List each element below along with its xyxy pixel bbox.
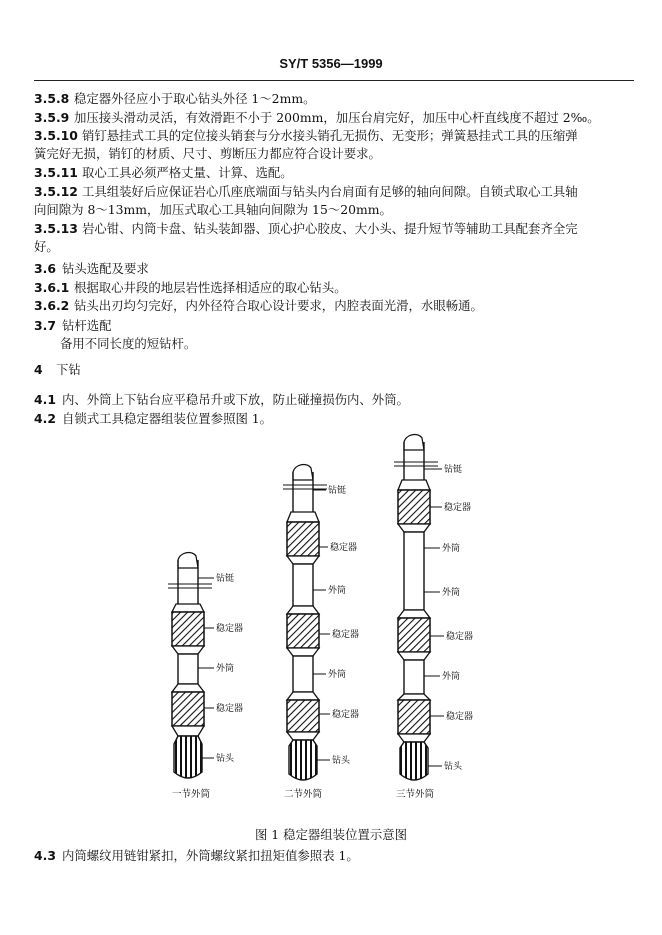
clause-text: 工具组装好后应保证岩心爪座底端面与钻头内台肩面有足够的轴向间隙。自锁式取心工具轴 (82, 184, 578, 199)
label-collar: 钻铤 (444, 465, 463, 475)
label-outer-barrel: 外筒 (442, 672, 461, 682)
stabilizer-lower (172, 692, 204, 726)
taper (398, 480, 430, 490)
clause-text: 销钉悬挂式工具的定位接头销套与分水接头销孔无损伤、无变形；弹簧悬挂式工具的压缩弹 (82, 128, 578, 143)
label-collar: 钻铤 (216, 574, 235, 584)
clause-number: 4.3 (34, 848, 56, 863)
clause-number: 4.2 (34, 411, 56, 426)
label-bit: 钻头 (216, 754, 235, 764)
assembly-two-outer-barrels (283, 465, 359, 800)
section-title: 钻杆选配 (62, 318, 112, 333)
taper (398, 734, 430, 742)
label-stabilizer: 稳定器 (446, 712, 474, 722)
clause-text: 加压接头滑动灵活，有效滑距不小于 200mm，加压台肩完好，加压中心杆直线度不超过 2‰。 (74, 110, 600, 125)
clause-number: 3.6.1 (34, 280, 70, 295)
outer-barrel-1 (293, 564, 313, 606)
taper (398, 610, 430, 618)
figure-caption: 图 1 稳定器组装位置示意图 (254, 827, 408, 842)
outer-barrel-1 (404, 532, 424, 610)
section-title: 钻头选配及要求 (62, 261, 149, 276)
clause-text: 取心工具必须严格丈量、计算、选配。 (82, 165, 293, 180)
clause-text: 稳定器外径应小于取心钻头外径 1～2mm。 (74, 91, 316, 106)
label-stabilizer: 稳定器 (444, 503, 472, 513)
clause-4-3 (34, 848, 359, 863)
assembly-one-outer-barrel (168, 553, 243, 800)
drill-bit (400, 742, 428, 780)
assembly-three-outer-barrels (394, 435, 473, 800)
label-outer-barrel: 外筒 (328, 670, 347, 680)
label-outer-barrel: 外筒 (328, 586, 347, 596)
clause-text: 根据取心井段的地层岩性选择相适应的取心钻头。 (74, 280, 347, 295)
taper (287, 606, 319, 614)
outer-barrel-2 (404, 660, 424, 694)
outer-barrel-2 (293, 656, 313, 692)
clause-number: 3.6.2 (34, 298, 70, 313)
taper (287, 556, 319, 564)
clause-3-5-13-continued: 好。 (34, 239, 59, 254)
label-stabilizer: 稳定器 (216, 624, 244, 634)
clause-text: 内、外筒上下钻台应平稳吊升或下放，防止碰撞损伤内、外筒。 (62, 392, 409, 407)
drill-bit (289, 740, 317, 780)
clause-text: 自锁式工具稳定器组装位置参照图 1。 (62, 411, 273, 426)
taper (172, 604, 204, 612)
taper (398, 524, 430, 532)
taper (398, 652, 430, 660)
taper (287, 692, 319, 700)
section-3-7-body: 备用不同长度的短钻杆。 (60, 336, 197, 351)
clause-number: 3.5.8 (34, 91, 70, 106)
section-number: 3.7 (34, 318, 56, 333)
stabilizer-2 (287, 614, 319, 648)
label-collar: 钻铤 (328, 486, 347, 496)
label-stabilizer: 稳定器 (330, 543, 358, 553)
stabilizer-3 (287, 700, 319, 732)
clause-text: 内筒螺纹用链钳紧扣，外筒螺纹紧扣扭矩值参照表 1。 (62, 848, 359, 863)
taper (287, 732, 319, 740)
label-outer-barrel: 外筒 (216, 664, 235, 674)
chapter-title: 下钻 (56, 362, 81, 377)
collar-top-cap (404, 435, 424, 450)
stabilizer-1 (287, 522, 319, 556)
subcaption-one: 一节外筒 (172, 789, 211, 800)
subcaption-two: 二节外筒 (284, 789, 323, 800)
collar-top-cap (178, 553, 198, 568)
clause-number: 3.5.9 (34, 110, 70, 125)
drill-bit (174, 736, 202, 778)
clause-number: 3.5.10 (34, 128, 78, 143)
clause-text: 钻头出刃均匀完好，内外径符合取心设计要求，内腔表面光滑，水眼畅通。 (74, 298, 483, 313)
page-header: SY/T 5356—1999 (279, 56, 383, 71)
clause-number: 3.5.13 (34, 221, 78, 236)
subcaption-three: 三节外筒 (396, 789, 435, 800)
stabilizer-2 (398, 618, 430, 652)
label-bit: 钻头 (444, 762, 463, 772)
taper (287, 648, 319, 656)
taper (172, 726, 204, 736)
label-outer-barrel: 外筒 (442, 544, 461, 554)
taper (172, 684, 204, 692)
label-stabilizer: 稳定器 (332, 630, 360, 640)
label-bit: 钻头 (332, 756, 351, 766)
label-stabilizer: 稳定器 (446, 632, 474, 642)
label-outer-barrel: 外筒 (442, 588, 461, 598)
stabilizer-3 (398, 700, 430, 734)
outer-barrel-body (178, 654, 198, 684)
clause-number: 3.5.12 (34, 184, 78, 199)
clause-3-5-10-continued: 簧完好无损，销钉的材质、尺寸、剪断压力都应符合设计要求。 (34, 146, 381, 161)
collar-top-cap (293, 465, 313, 480)
stabilizer-1 (398, 490, 430, 524)
chapter-number: 4 (34, 362, 43, 377)
label-stabilizer: 稳定器 (216, 704, 244, 714)
taper (398, 694, 430, 700)
taper (287, 512, 319, 522)
stabilizer-upper (172, 612, 204, 646)
section-number: 3.6 (34, 261, 56, 276)
clause-3-5-12-continued: 向间隙为 8～13mm，加压式取心工具轴向间隙为 15～20mm。 (34, 202, 392, 217)
clause-text: 岩心钳、内筒卡盘、钻头装卸器、顶心护心胶皮、大小头、提升短节等辅助工具配套齐全完 (82, 221, 578, 236)
label-stabilizer: 稳定器 (332, 710, 360, 720)
clause-number: 4.1 (34, 392, 56, 407)
clause-number: 3.5.11 (34, 165, 78, 180)
taper (172, 646, 204, 654)
